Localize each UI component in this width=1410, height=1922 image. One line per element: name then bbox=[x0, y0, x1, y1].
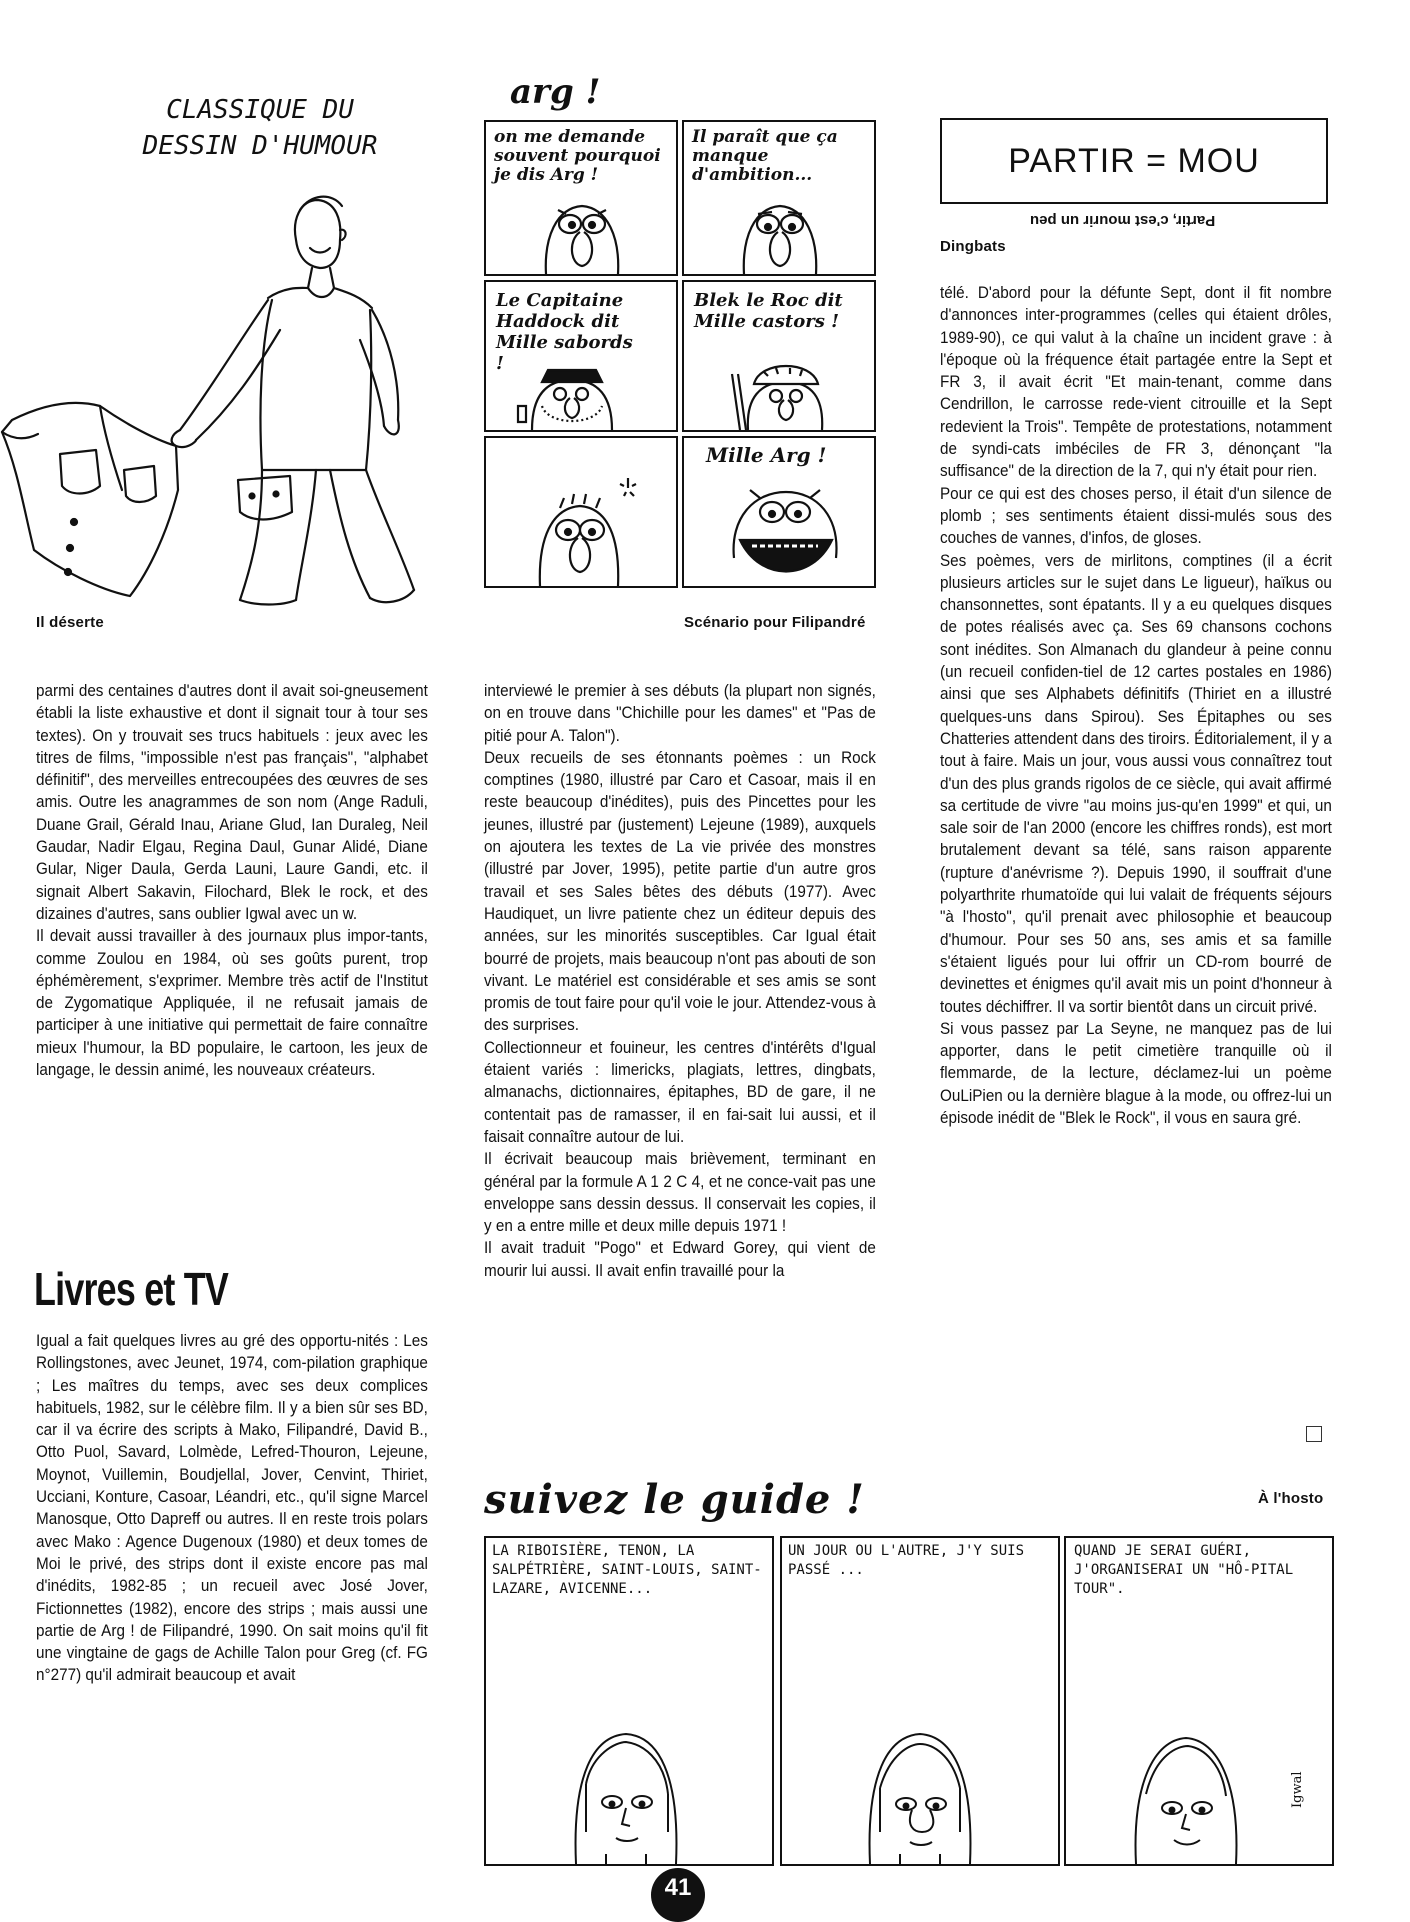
comic-arg-panel-1 bbox=[484, 120, 678, 276]
comic-arg-panel-6 bbox=[682, 436, 876, 588]
partir-mirrored-text: Partir, c'est mourir un peu bbox=[1030, 212, 1216, 229]
strip-face-1 bbox=[546, 1714, 706, 1864]
col2-paragraph-2: Deux recueils de ses étonnants poèmes : un Rock comptines (1980, illustré par Caro et Casoar, mais il en reste beaucoup d'inédites), puis des Pincettes pour les jeunes, illustré par (justement) Lejeune (1989), auxquels on ajoutera les textes de La vie privée des monstres (illustré par Jover, 1995), petite partie d'un autre gros travail et ses Sales bêtes des débuts (1977). Avec Haudiquet, un livre patiente chez un éditeur depuis des années, sur les minorités susceptibles. Car Igual était bourré de projets, mais beaucoup n'ont pas abouti de son vivant. Le matériel est considérable et ses amis se sont promis de tout faire pour qu'il voie le jour. Attendez-vous à des surprises. bbox=[484, 747, 876, 1035]
strip-face-3 bbox=[1106, 1724, 1266, 1864]
comic-arg-haddock bbox=[512, 366, 632, 430]
comic-arg-panel-3-text: Le Capitaine Haddock dit Mille sabords ! bbox=[496, 290, 633, 374]
strip-face-2 bbox=[840, 1714, 1000, 1864]
comic-arg-panel-2 bbox=[682, 120, 876, 276]
col3-paragraph-4: Si vous passez par La Seyne, ne manquez pas de lui apporter, dans le petit cimetière tranquille où il flemmarde, de la lecture, déclamez-lui un poème OuLiPien ou la dernière blague à la mode, ou offrez-lui un épisode inédit de "Blek le Rock", il vous en saura gré. bbox=[940, 1018, 1332, 1127]
strip-panel-2 bbox=[780, 1536, 1060, 1866]
comic-arg-face-6 bbox=[720, 478, 850, 586]
article-column-1-top bbox=[36, 680, 428, 1081]
article-column-1-bottom bbox=[36, 1330, 428, 1687]
strip-panel-3-text: QUAND JE SERAI GUÉRI, J'ORGANISERAI UN "HÔ-PITAL TOUR". bbox=[1074, 1543, 1294, 1597]
end-mark-icon bbox=[1306, 1426, 1322, 1442]
col3-paragraph-3: Ses poèmes, vers de mirlitons, comptines (il a écrit plusieurs articles sur le sujet dans Le ligueur), haïkus ou chansonnettes, sont épatants. Il y a eu quelques disques de potes réalisés avec ça. Ses 69 chansons cochons sont inédites. Son Almanach du glandeur à peine connu (un recueil confiden-tiel de 12 cartes postales en 1986) ainsi que ses Alphabets définitifs (Thiriet en a illustré quelques-uns dans Spirou). Ses Épitaphes ou ses Chatteries attendent dans des tiroirs. Éditorialement, il y a tout à faire. Mais un jour, vous aussi vous connaîtrez tout d'un des plus grands rigolos de ce siècle, qui avait affirmé sa certitude de vivre "au moins jus-qu'en 1999" et qui, un sale soir de l'an 2000 (encore les chiffres ronds), est mort brutalement devant sa télé, sans raison apparente (rupture d'anévrisme ?). Depuis 1990, il souffrait d'une polyarthrite rhumatoïde qui lui valait de fréquents séjours "à l'hosto", qu'il prenait avec philosophie et beaucoup d'humour. Pour ses 50 ans, ses amis et sa famille s'étaient ligués pour lui offrir un CD-rom bourré de devinettes et énigmes qu'il avait mis un point d'honneur à toutes déchiffrer. Il va sortir bientôt dans un circuit privé. bbox=[940, 550, 1332, 1016]
comic-arg-face-1 bbox=[526, 188, 636, 274]
comic-arg-blek bbox=[724, 354, 844, 430]
strip-panel-2-text: UN JOUR OU L'AUTRE, J'Y SUIS PASSÉ ... bbox=[788, 1543, 1025, 1578]
page-number-badge bbox=[651, 1868, 705, 1922]
cartoon-title bbox=[100, 92, 420, 164]
strip-signature: Igwal bbox=[1290, 1771, 1305, 1808]
deserter-drawing bbox=[0, 170, 460, 610]
col2-paragraph-1: interviewé le premier à ses débuts (la plupart non signés, on en trouve dans "Chichille pour les dames" et "Pas de pitié pour A. Talon"). bbox=[484, 681, 876, 745]
comic-arg-panel-4 bbox=[682, 280, 876, 432]
comic-arg-panel-6-text: Mille Arg ! bbox=[706, 443, 827, 467]
caption-scenario-filipandre: Scénario pour Filipandré bbox=[684, 614, 866, 631]
comic-arg-title: arg ! bbox=[510, 72, 601, 112]
comic-arg-panel-5 bbox=[484, 436, 678, 588]
article-column-3 bbox=[940, 282, 1332, 1129]
cartoon-title-line2: DESSIN D'HUMOUR bbox=[142, 131, 378, 161]
col1-paragraph-2: Il devait aussi travailler à des journaux plus impor-tants, comme Zoulou en 1984, où ses goûts purent, trop éphémèrement, s'exprimer. Membre très actif de l'Institut de Zygomatique Appliquée, il ne refusait jamais de participer à une initiative qui permettait de faire connaître mieux l'humour, la BD populaire, le cartoon, les jeux de langage, le dessin animé, les nouveaux créateurs. bbox=[36, 926, 428, 1080]
article-column-2 bbox=[484, 680, 876, 1282]
comic-arg bbox=[484, 120, 884, 590]
col2-paragraph-4: Il écrivait beaucoup mais brièvement, terminant en général par la formule A 1 2 C 4, et ne conce-vait pas une enveloppe sans dessin dessus. Il conservait les copies, il y en a entre mille et deux mille depuis 1971 ! bbox=[484, 1149, 876, 1236]
col1-paragraph-3: Igual a fait quelques livres au gré des opportu-nités : Les Rollingstones, avec Jeunet, 1974, com-pilation graphique ; Les maîtres du temps, avec ses deux complices habituels, 1982, sur le célèbre film. Il y a bien sûr ses BD, car il va écrire des scripts à Mako, Filipandré, David B., Otto Puol, Savard, Lolmède, Lefred-Thouron, Lejeune, Moynot, Vuillemin, Boudjellal, Jover, Cenvint, Thiriet, Ucciani, Konture, Casoar, Léandri, etc., qu'il signe Marcel Manosque, Otto Dapreff ou autres. Il en reste trois polars avec Mako : Agence Dugenoux (1980) et deux tomes de Moi le privé, des strips dont il existe encore pas mal d'inédits, 1982-85 ; un recueil avec José Jover, Fictionnettes (1982), encore des strips ; mais aussi une partie de Arg ! de Filipandré, 1990. On sait moins qu'il fit une vingtaine de gags de Achille Talon pour Greg (cf. FG n°277) qu'il admirait beaucoup et avait bbox=[36, 1331, 428, 1685]
caption-dingbats: Dingbats bbox=[940, 238, 1006, 255]
strip-title: suivez le guide ! bbox=[484, 1476, 865, 1523]
col1-paragraph-1: parmi des centaines d'autres dont il avait soi-gneusement établi la liste exhaustive et dont il signait tour à tour ses textes). On y trouvait ses trucs habituels : jeux avec les titres de films, "impossible n'est pas français", "alphabet définitif", des merveilles entrecoupées des œuvres de ses amis. Outre les anagrammes de son nom (Ange Raduli, Duane Grail, Gérald Inau, Ariane Glud, Ian Duraleg, Neil Gaudar, Nadir Elgau, Regina Daul, Gunar Alidé, Diane Gular, Niger Daula, Gerda Launi, Laure Gandi, etc. il signait Albert Sakavin, Filochard, Blek le rock, et des dizaines d'autres, sans oublier Igwal avec un w. bbox=[36, 681, 428, 923]
col2-paragraph-3: Collectionneur et fouineur, les centres d'intérêts d'Igual étaient variés : limericks, plagiats, lettres, dingbats, almanachs, dictionnaires, épitaphes, BD de gare, il ne contentait pas de ramasser, il en fai-sait lui aussi, et il faisait connaître autour de lui. bbox=[484, 1037, 876, 1146]
strip-panel-3 bbox=[1064, 1536, 1334, 1866]
partir-box bbox=[940, 118, 1328, 204]
caption-il-deserte: Il déserte bbox=[36, 614, 104, 631]
comic-arg-panel-4-text: Blek le Roc dit Mille castors ! bbox=[694, 290, 843, 332]
partir-title: PARTIR = MOU bbox=[1008, 141, 1260, 180]
cartoon-title-line1: CLASSIQUE DU bbox=[166, 95, 354, 125]
col2-paragraph-5: Il avait traduit "Pogo" et Edward Gorey, qui vient de mourir lui aussi. Il avait enfin travaillé pour la bbox=[484, 1238, 876, 1280]
col3-paragraph-1: télé. D'abord pour la défunte Sept, dont il fit nombre d'annonces inter-programmes (celles qui étaient drôles, 1989-90), ce qui valut à la chaîne un incident grave : à l'époque où la fréquence était partagée entre la Sept et FR 3, il avait écrit "Et main-tenant, comme dans Cendrillon, le carrosse rede-vient citrouille et la Sept redevient la Trois". Tempête de protestations, notamment de syndi-cats imbéciles de FR 3, dénonçant "la suffisance" de la direction de la 7, qui n'y était pour rien. bbox=[940, 283, 1332, 481]
comic-arg-panel-1-text: on me demande souvent pourquoi je dis Arg ! bbox=[494, 127, 661, 185]
section-heading-livres-tv: Livres et TV bbox=[34, 1263, 229, 1315]
comic-arg-face-5 bbox=[520, 468, 650, 586]
col3-paragraph-2: Pour ce qui est des choses perso, il était d'un silence de plomb ; ses sentiments étaient dissi-mulés sous des couches de vannes, d'infos, de gloses. bbox=[940, 483, 1332, 548]
comic-arg-face-2 bbox=[724, 188, 834, 274]
strip-panel-1 bbox=[484, 1536, 774, 1866]
caption-a-l-hosto: À l'hosto bbox=[1258, 1490, 1324, 1507]
comic-arg-panel-3 bbox=[484, 280, 678, 432]
strip-panel-1-text: LA RIBOISIÈRE, TENON, LA SALPÉTRIÈRE, SAINT-LOUIS, SAINT-LAZARE, AVICENNE... bbox=[492, 1543, 762, 1597]
comic-arg-panel-2-text: Il paraît que ça manque d'ambition... bbox=[692, 127, 838, 185]
page-number: 41 bbox=[664, 1874, 692, 1901]
